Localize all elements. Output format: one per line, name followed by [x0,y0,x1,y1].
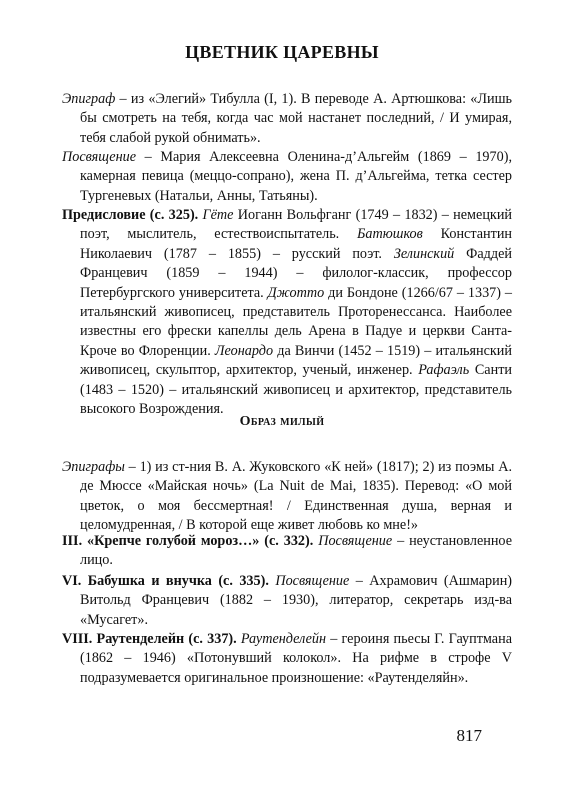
preface-text-6: Санти (1483 – 1520) – итальянский живописец и архитектор, представитель высокого Возрождения. [80,362,512,418]
preface-text-3: Фаддей Францевич (1859 – 1944) – филолог-классик, профессор Петербургского университета. [80,245,512,301]
item-3-label: Посвящение [318,533,393,549]
item-6-heading: VI. Бабушка и внучка (с. 335). [62,573,269,589]
item-3-text: – неустановленное лицо. [80,533,512,569]
name-goethe: Гёте [202,207,234,223]
item-6-label: Посвящение [275,573,350,589]
name-giotto: Джотто [267,284,325,301]
preface-note [62,206,512,419]
page-number: 817 [456,726,482,745]
preface-text-4: ди Бондоне (1266/67 – 1337) – итальянский живописец, представитель Проторенессанса. Наиболее известны его фрески капеллы дель Арена в Падуе и церкви Санта-Кроче во Флоренции. [80,284,512,359]
epigraphs-text: – 1) из ст-ния В. А. Жуковского «К ней» (1817); 2) из поэмы А. де Мюссе «Майская ночь» (La Nuit de Mai, 1835). Перевод: «О мой цветок, о моя бессмертная! / Единственная душа, верная и целомудренная, / В которой еще живет любовь ко мне!» [80,459,512,534]
item-8-note [62,630,512,688]
epigraphs-note [62,458,512,536]
item-3-note [62,532,512,571]
page-title: ЦВЕТНИК ЦАРЕВНЫ [185,42,379,62]
name-batyushkov: Батюшков [357,226,423,243]
item-6-note [62,572,512,630]
epigraphs-label: Эпиграфы [62,459,125,475]
preface-text-2: Константин Николаевич (1787 – 1855) – русский поэт. [80,226,513,262]
epigraph-label: Эпиграф [62,91,116,107]
dedication-text: – Мария Алексеевна Оленина-д’Альгейм (1869 – 1970), камерная певица (меццо-сопрано), жена П. д’Альгейма, тетка сестер Тургеневых (Натальи, Анны, Татьяны). [80,149,512,204]
name-leonardo: Леонардо [214,342,274,359]
item-8-label: Раутенделейн [240,631,327,647]
dedication-note [62,148,512,206]
section-title: Образ милый [239,414,325,429]
epigraph-text: – из «Элегий» Тибулла (I, 1). В переводе А. Артюшкова: «Лишь бы смотреть на тебя, когда час мой настанет последний, / И умирая, тебя слабой рукой обнимать». [80,91,512,146]
item-8-heading: VIII. Раутенделейн (с. 337). [62,631,237,647]
name-zelinsky: Зелинский [393,245,455,262]
preface-heading: Предисловие (с. 325). [62,207,199,223]
name-raphael: Рафаэль [418,362,470,379]
preface-text-5: да Винчи (1452 – 1519) – итальянский живописец, скульптор, архитектор, ученый, инженер. [80,342,512,379]
item-3-heading: III. «Крепче голубой мороз…» (с. 332). [62,533,314,549]
epigraph-note [62,90,512,148]
dedication-label: Посвящение [62,149,136,165]
preface-text-1: Иоганн Вольфганг (1749 – 1832) – немецкий поэт, мыслитель, естествоиспытатель. [80,207,513,243]
item-6-text: – Ахрамович (Ашмарин) Витольд Францевич (1882 – 1930), литератор, секретарь изд-ва «Мусагет». [80,573,513,628]
item-8-text: – героиня пьесы Г. Гауптмана (1862 – 1946) «Потонувший колокол». На рифме в строфе V подразумевается оригинальное произношение: «Раутенделяйн». [80,631,512,686]
